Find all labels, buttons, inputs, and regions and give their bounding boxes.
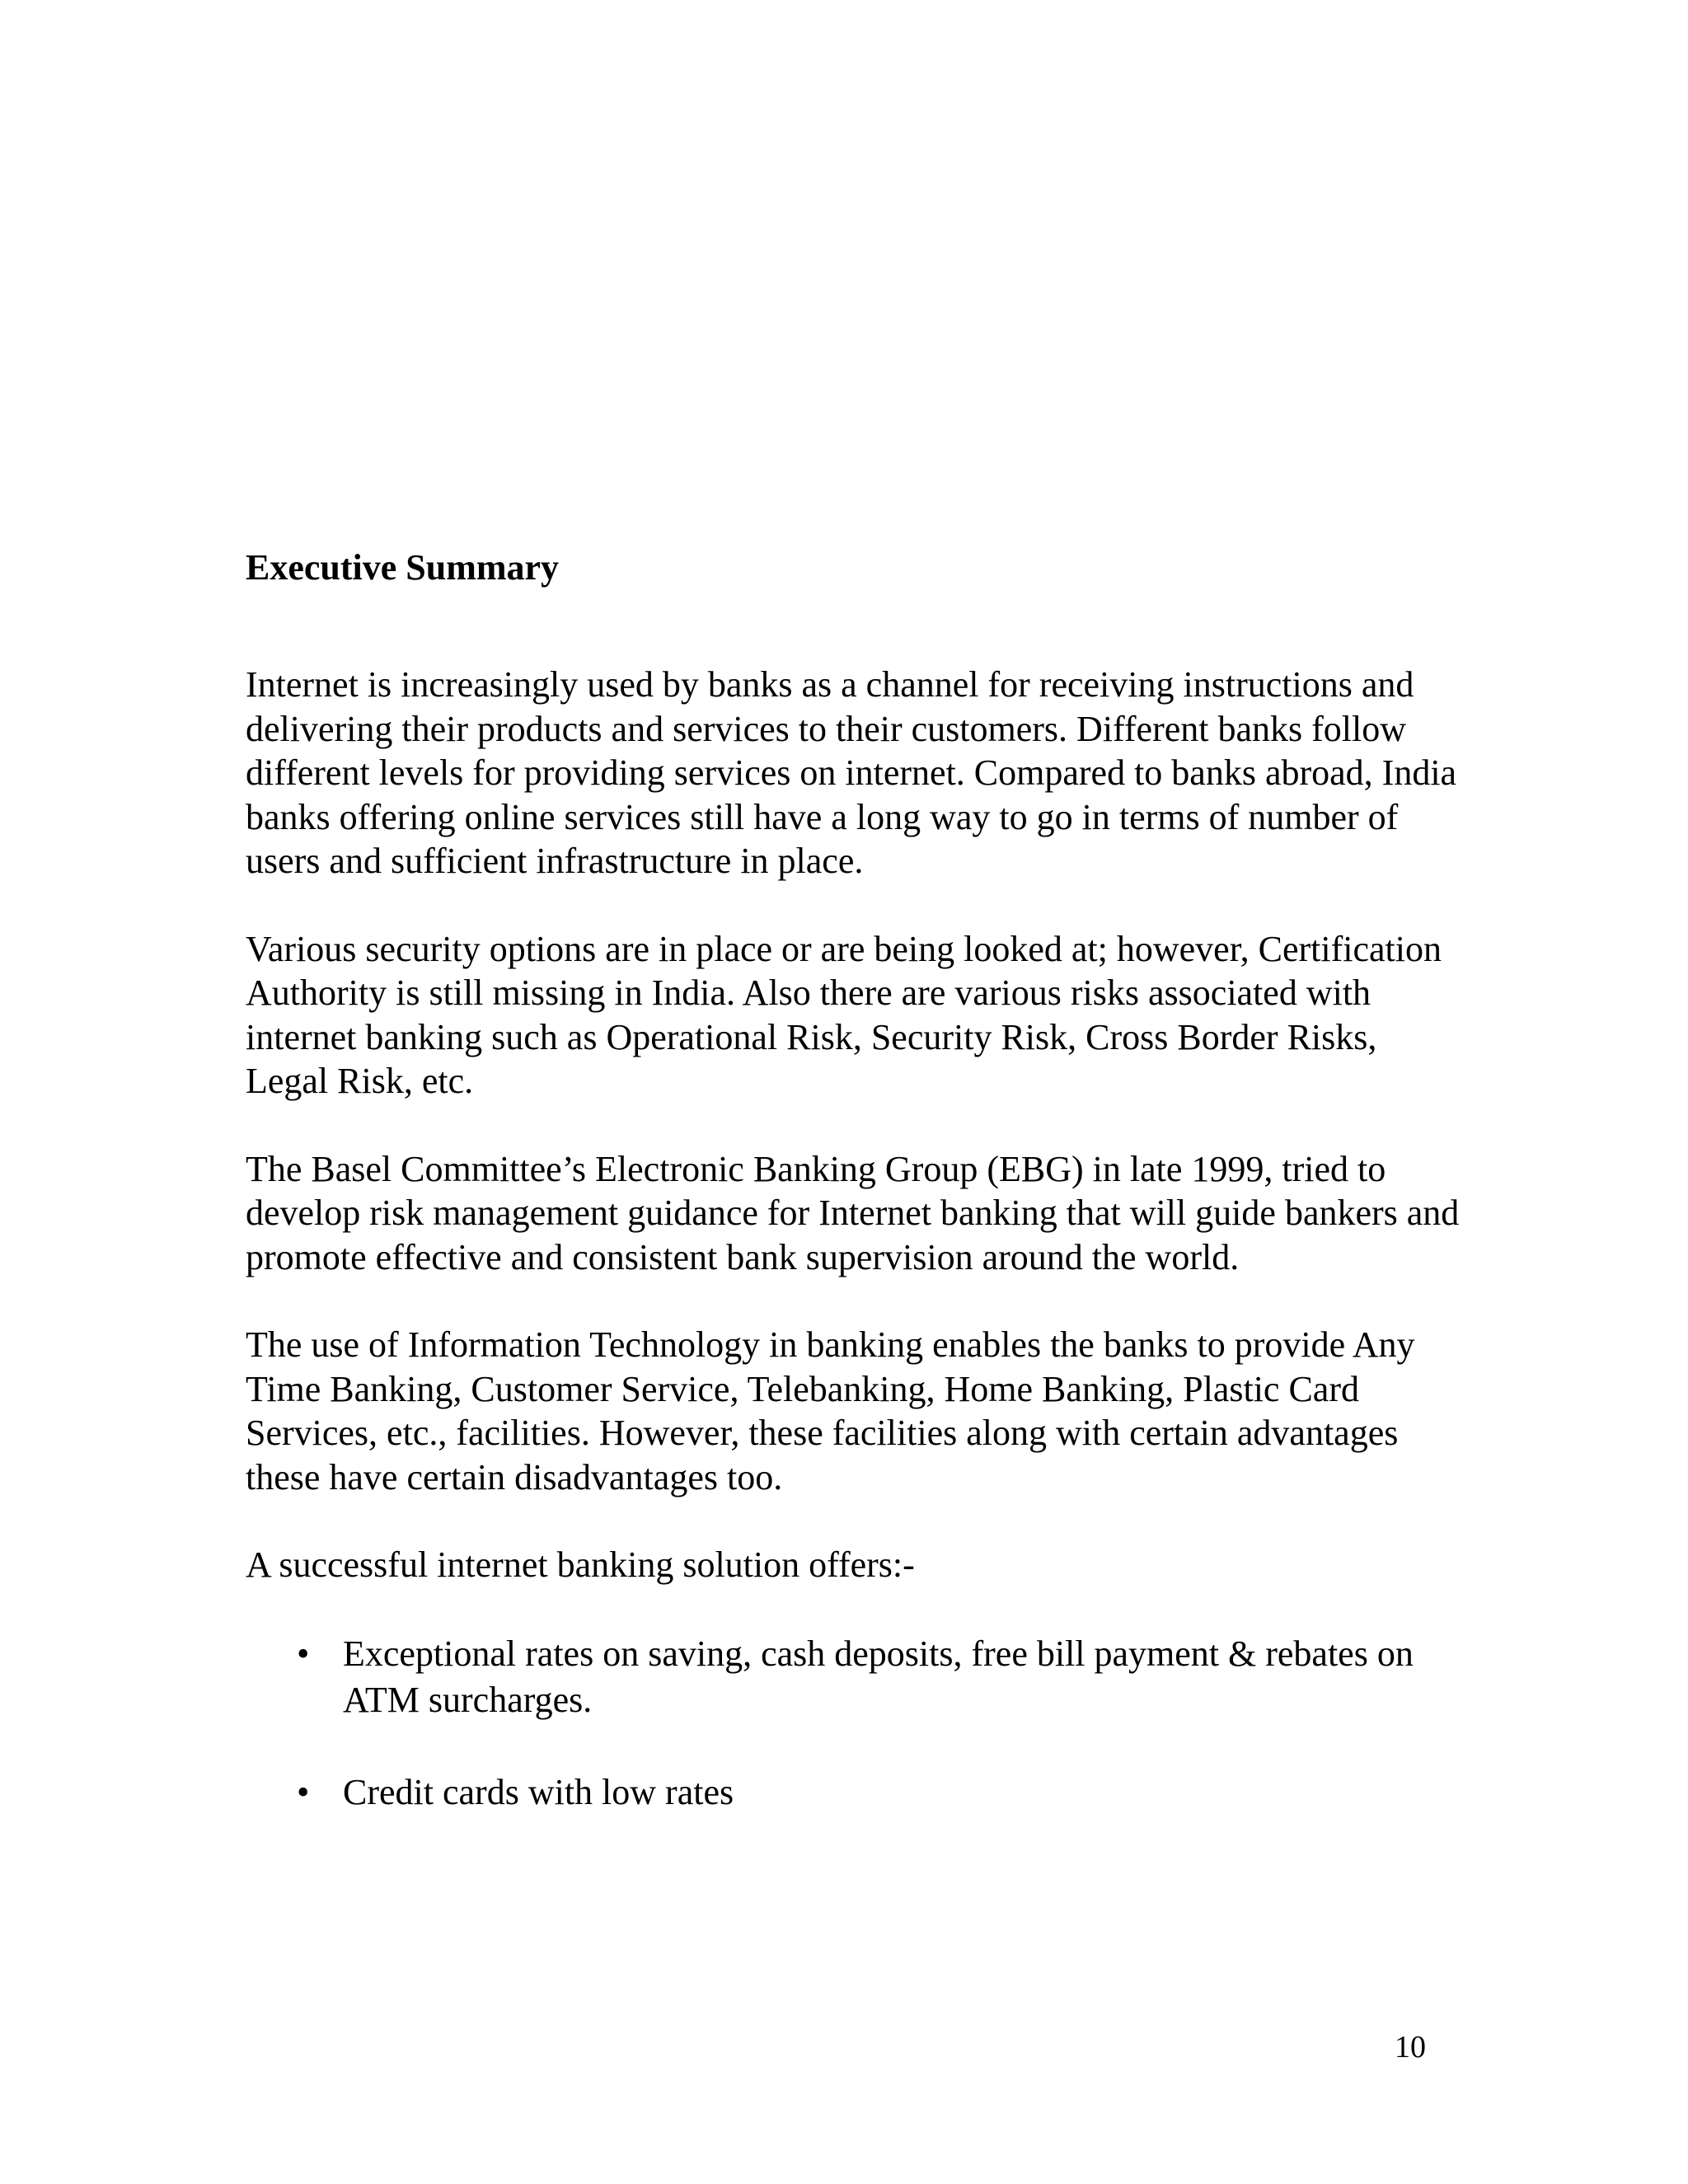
bullet-icon: •	[297, 1633, 310, 1674]
list-item	[246, 1769, 1465, 1816]
offers-list	[246, 1631, 1465, 1816]
list-item	[246, 1631, 1465, 1723]
paragraph-basel-committee: The Basel Committee’s Electronic Banking Group (EBG) in late 1999, tried to develop risk management guidance for Internet banking that will guide bankers and promote effective and consistent bank supervision around the world.	[246, 1148, 1460, 1277]
list-item-text: Credit cards with low rates	[343, 1771, 734, 1812]
bullet-icon: •	[297, 1771, 310, 1812]
paragraph-solution-offers: A successful internet banking solution offers:-	[246, 1544, 915, 1585]
page-number: 10	[1395, 2030, 1426, 2064]
paragraph-internet-banking-intro: Internet is increasingly used by banks as a channel for receiving instructions and delivering their products and services to their customers. Different banks follow different levels for providing services on internet. Compared to banks abroad, India banks offering online services still have a long way to go in terms of number of users and sufficient infrastructure in place.	[246, 664, 1457, 881]
section-heading: Executive Summary	[246, 547, 560, 588]
paragraph-information-technology: The use of Information Technology in banking enables the banks to provide Any Time Banking, Customer Service, Telebanking, Home Banking, Plastic Card Services, etc., facilities. However, these facilities along with certain advantages these have certain disadvantages too.	[246, 1324, 1415, 1497]
paragraph-security-risks: Various security options are in place or are being looked at; however, Certification Authority is still missing in India. Also there are various risks associated with internet banking such as Operational Risk, Security Risk, Cross Border Risks, Legal Risk, etc.	[246, 928, 1442, 1101]
list-item-text: Exceptional rates on saving, cash deposits, free bill payment & rebates on ATM surcharges.	[343, 1633, 1414, 1720]
page-content	[246, 544, 1465, 1862]
